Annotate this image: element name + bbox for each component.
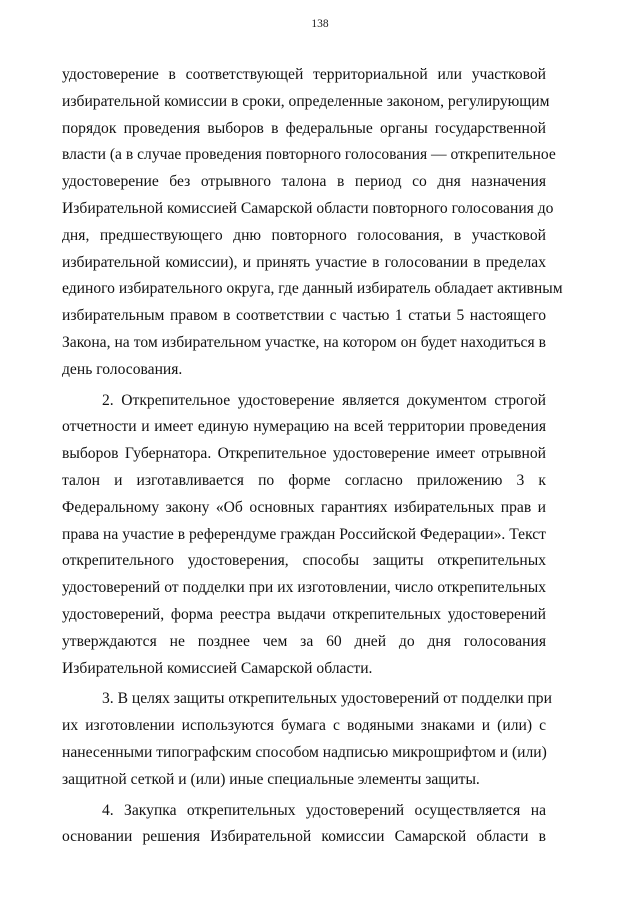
document-body <box>62 62 563 851</box>
text-line: 2. Открепительное удостоверение является документом строгой <box>102 391 546 409</box>
text-line: удостоверение без отрывного талона в период со дня назначения <box>62 173 546 191</box>
text-line: избирательным правом в соответствии с частью 1 статьи 5 настоящего <box>62 307 546 325</box>
text-line: 3. В целях защиты открепительных удостоверений от подделки при <box>102 690 552 708</box>
text-line: дня, предшествующего дню повторного голосования, в участковой <box>62 226 546 244</box>
text-line: права на участие в референдуме граждан Российской Федерации». Текст <box>62 525 546 543</box>
text-line: их изготовлении используются бумага с водяными знаками и (или) с <box>62 717 546 735</box>
text-line: порядок проведения выборов в федеральные органы государственной <box>62 119 546 137</box>
text-line: открепительного удостоверения, способы защиты открепительных <box>62 552 546 570</box>
text-line: Федеральному закону «Об основных гарантиях избирательных прав и <box>62 498 546 516</box>
text-line: отчетности и имеет единую нумерацию на всей территории проведения <box>62 418 546 436</box>
text-line: избирательной комиссии в сроки, определенные законом, регулирующим <box>62 92 550 110</box>
page-number: 138 <box>311 18 329 30</box>
paragraph-1-continued <box>62 62 563 384</box>
text-line: основании решения Избирательной комиссии Самарской области в <box>62 828 546 846</box>
paragraph-4 <box>62 798 546 852</box>
text-line: Избирательной комиссией Самарской области. <box>62 659 373 677</box>
text-line: Закона, на том избирательном участке, на котором он будет находиться в <box>62 333 546 351</box>
paragraph-3 <box>62 686 552 793</box>
text-line: нанесенными типографским способом надписью микрошрифтом и (или) <box>62 743 547 761</box>
text-line: удостоверение в соответствующей территориальной или участковой <box>62 66 546 83</box>
text-line: избирательной комиссии), и принять участие в голосовании в пределах <box>62 253 546 271</box>
text-line: единого избирательного округа, где данный избиратель обладает активным <box>62 280 563 298</box>
text-line: удостоверений от подделки при их изготовлении, число открепительных <box>62 579 546 597</box>
text-line: день голосования. <box>62 360 183 378</box>
text-line: 4. Закупка открепительных удостоверений осуществляется на <box>102 801 546 819</box>
text-line: Избирательной комиссией Самарской области повторного голосования до <box>62 199 554 217</box>
text-line: защитной сеткой и (или) иные специальные элементы защиты. <box>62 770 480 788</box>
text-line: утверждаются не позднее чем за 60 дней до дня голосования <box>62 632 546 650</box>
text-line: талон и изготавливается по форме согласно приложению 3 к <box>62 471 546 489</box>
text-line: удостоверений, форма реестра выдачи открепительных удостоверений <box>62 605 546 623</box>
text-line: выборов Губернатора. Открепительное удостоверение имеет отрывной <box>62 445 546 463</box>
paragraph-2 <box>62 388 546 683</box>
text-line: власти (а в случае проведения повторного голосования — открепительное <box>62 146 556 164</box>
